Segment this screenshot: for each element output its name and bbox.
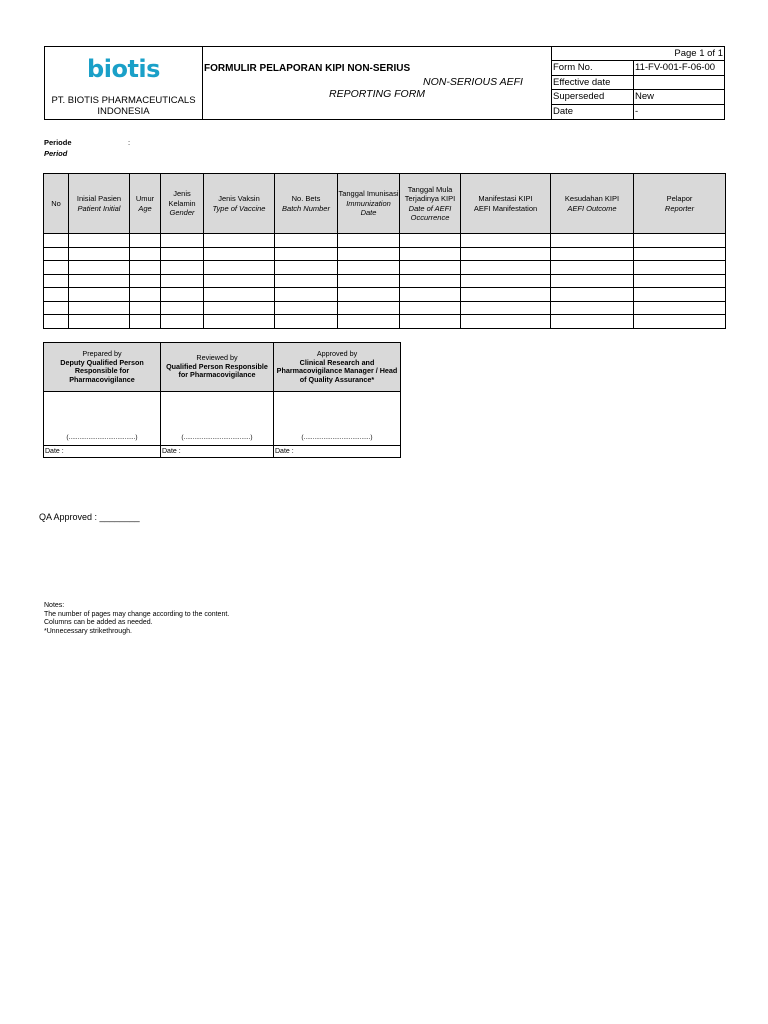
table-cell[interactable] <box>461 234 551 248</box>
meta-label: Date <box>552 105 634 120</box>
table-cell[interactable] <box>69 288 130 302</box>
table-cell[interactable] <box>461 247 551 261</box>
col-aefi-manifestation: Manifestasi KIPI AEFI Manifestation <box>461 174 551 234</box>
table-cell[interactable] <box>634 288 726 302</box>
table-cell[interactable] <box>634 247 726 261</box>
table-cell[interactable] <box>551 247 634 261</box>
table-cell[interactable] <box>130 274 161 288</box>
table-cell[interactable] <box>338 261 400 275</box>
table-cell[interactable] <box>130 288 161 302</box>
table-cell[interactable] <box>400 247 461 261</box>
table-cell[interactable] <box>44 288 69 302</box>
table-cell[interactable] <box>130 247 161 261</box>
table-cell[interactable] <box>634 315 726 329</box>
company-name: PT. BIOTIS PHARMACEUTICALS INDONESIA <box>51 95 196 117</box>
signature-row <box>44 392 401 446</box>
table-cell[interactable] <box>461 261 551 275</box>
table-cell[interactable] <box>204 301 275 315</box>
prepared-signature[interactable]: (.....................................) <box>44 392 161 446</box>
form-header <box>44 46 725 120</box>
col-batch-number: No. Bets Batch Number <box>275 174 338 234</box>
table-cell[interactable] <box>44 234 69 248</box>
col-no: No <box>44 174 69 234</box>
col-immunization-date: Tanggal Imunisasi Immunization Date <box>338 174 400 234</box>
form-meta <box>552 47 724 119</box>
table-cell[interactable] <box>551 315 634 329</box>
meta-value: 11-FV-001-F-06-00 <box>635 62 716 73</box>
reviewed-date[interactable]: Date : <box>161 446 274 458</box>
col-reporter: Pelapor Reporter <box>634 174 726 234</box>
notes <box>44 602 229 636</box>
table-cell[interactable] <box>275 247 338 261</box>
date-row <box>44 446 401 458</box>
table-cell[interactable] <box>551 261 634 275</box>
table-cell[interactable] <box>275 315 338 329</box>
table-cell[interactable] <box>461 274 551 288</box>
table-cell[interactable] <box>44 315 69 329</box>
form-title-english-line2: REPORTING FORM <box>329 88 426 100</box>
qa-approved: QA Approved : ________ <box>39 512 140 522</box>
period-label-en: Period <box>44 149 68 158</box>
table-cell[interactable] <box>400 288 461 302</box>
reviewed-signature[interactable]: (.....................................) <box>161 392 274 446</box>
table-cell[interactable] <box>338 274 400 288</box>
meta-value: - <box>635 105 639 117</box>
table-cell[interactable] <box>130 315 161 329</box>
table-cell[interactable] <box>161 234 204 248</box>
table-cell[interactable] <box>69 315 130 329</box>
table-cell[interactable] <box>338 247 400 261</box>
table-header-row <box>44 174 726 234</box>
table-cell[interactable] <box>204 288 275 302</box>
meta-label: Form No. <box>552 61 634 75</box>
approval-table <box>43 342 401 458</box>
table-cell[interactable] <box>551 234 634 248</box>
reviewed-by-header: Reviewed by Qualified Person Responsible for Pharmacovigilance <box>161 343 274 392</box>
table-cell[interactable] <box>204 234 275 248</box>
form-title-indonesian: FORMULIR PELAPORAN KIPI NON-SERIUS <box>204 63 411 74</box>
table-cell[interactable] <box>634 274 726 288</box>
table-cell[interactable] <box>44 247 69 261</box>
approval-header-row <box>44 343 401 392</box>
table-cell[interactable] <box>551 274 634 288</box>
table-cell[interactable] <box>400 315 461 329</box>
meta-row-form-no <box>552 61 724 76</box>
period-field <box>44 137 131 159</box>
col-aefi-occurrence-date: Tanggal Mula Terjadinya KIPI Date of AEFI Occurrence <box>400 174 461 234</box>
col-age: Umur Age <box>130 174 161 234</box>
col-vaccine-type: Jenis Vaksin Type of Vaccine <box>204 174 275 234</box>
prepared-date[interactable]: Date : <box>44 446 161 458</box>
table-cell[interactable] <box>204 247 275 261</box>
table-cell[interactable] <box>204 261 275 275</box>
table-cell[interactable] <box>161 315 204 329</box>
table-cell[interactable] <box>130 261 161 275</box>
approved-date[interactable]: Date : <box>274 446 401 458</box>
table-cell[interactable] <box>44 261 69 275</box>
page-number: Page 1 of 1 <box>552 47 724 61</box>
table-cell[interactable] <box>69 301 130 315</box>
table-cell[interactable] <box>204 315 275 329</box>
table-cell[interactable] <box>275 261 338 275</box>
table-cell[interactable] <box>161 288 204 302</box>
notes-heading: Notes: <box>44 602 65 609</box>
meta-value <box>634 76 724 90</box>
table-cell[interactable] <box>130 301 161 315</box>
title-cell <box>203 47 552 119</box>
table-cell[interactable] <box>400 261 461 275</box>
table-cell[interactable] <box>551 288 634 302</box>
meta-value: New <box>635 91 655 102</box>
notes-line: *Unnecessary strikethrough. <box>44 627 132 635</box>
table-cell[interactable] <box>69 234 130 248</box>
period-label-id: Periode <box>44 138 72 147</box>
table-cell[interactable] <box>161 247 204 261</box>
table-cell[interactable] <box>161 301 204 315</box>
table-cell[interactable] <box>44 274 69 288</box>
table-body <box>44 234 726 329</box>
table-cell[interactable] <box>275 234 338 248</box>
table-cell[interactable] <box>275 274 338 288</box>
meta-row-date <box>552 105 724 120</box>
approved-signature[interactable]: (.....................................) <box>274 392 401 446</box>
table-cell[interactable] <box>634 261 726 275</box>
table-cell[interactable] <box>461 315 551 329</box>
table-row <box>44 315 726 329</box>
table-row <box>44 288 726 302</box>
biotis-logo: biotis <box>87 55 160 83</box>
table-cell[interactable] <box>461 301 551 315</box>
logo-cell <box>45 47 203 119</box>
col-gender: Jenis Kelamin Gender <box>161 174 204 234</box>
table-cell[interactable] <box>400 301 461 315</box>
table-cell[interactable] <box>69 274 130 288</box>
table-cell[interactable] <box>338 315 400 329</box>
table-cell[interactable] <box>204 274 275 288</box>
meta-label: Effective date <box>552 76 634 90</box>
table-cell[interactable] <box>551 301 634 315</box>
table-row <box>44 301 726 315</box>
form-title-english-line1: NON-SERIOUS AEFI <box>423 76 523 88</box>
table-row <box>44 247 726 261</box>
table-cell[interactable] <box>634 234 726 248</box>
table-row <box>44 274 726 288</box>
table-cell[interactable] <box>275 288 338 302</box>
meta-row-superseded <box>552 90 724 105</box>
table-cell[interactable] <box>338 301 400 315</box>
table-cell[interactable] <box>461 288 551 302</box>
approved-by-header: Approved by Clinical Research and Pharmacovigilance Manager / Head of Quality Assurance* <box>274 343 401 392</box>
table-cell[interactable] <box>69 261 130 275</box>
table-cell[interactable] <box>44 301 69 315</box>
table-cell[interactable] <box>634 301 726 315</box>
col-patient-initial: Inisial Pasien Patient Initial <box>69 174 130 234</box>
prepared-by-header: Prepared by Deputy Qualified Person Responsible for Pharmacovigilance <box>44 343 161 392</box>
table-cell[interactable] <box>338 234 400 248</box>
notes-line: The number of pages may change according to the content. <box>44 610 230 618</box>
notes-line: Columns can be added as needed. <box>44 619 153 626</box>
table-cell[interactable] <box>338 288 400 302</box>
aefi-report-table <box>43 173 726 329</box>
col-aefi-outcome: Kesudahan KIPI AEFI Outcome <box>551 174 634 234</box>
table-cell[interactable] <box>161 261 204 275</box>
table-cell[interactable] <box>400 274 461 288</box>
table-cell[interactable] <box>130 234 161 248</box>
period-colon: : <box>128 138 131 147</box>
table-cell[interactable] <box>69 247 130 261</box>
table-cell[interactable] <box>275 301 338 315</box>
table-cell[interactable] <box>400 234 461 248</box>
meta-label: Superseded <box>552 90 634 104</box>
table-cell[interactable] <box>161 274 204 288</box>
table-row <box>44 234 726 248</box>
table-row <box>44 261 726 275</box>
meta-row-effective-date <box>552 76 724 91</box>
